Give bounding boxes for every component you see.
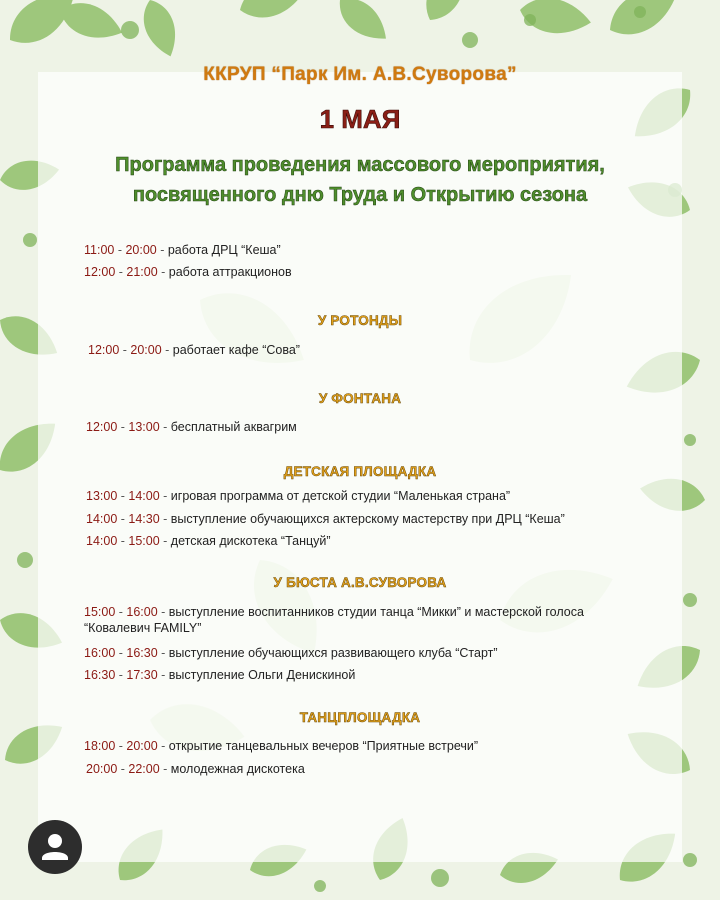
schedule-item: 20:00 - 22:00 - молодежная дискотека (86, 762, 305, 776)
schedule-item: 15:00 - 16:00 - выступление воспитанников студии танца “Микки” и мастерской голоса “Ковалевич FAMILY” (84, 605, 584, 635)
section-title-kids-area: ДЕТСКАЯ ПЛОЩАДКА (283, 464, 437, 479)
schedule-item: 16:00 - 16:30 - выступление обучающихся развивающего клуба “Старт” (84, 646, 498, 660)
schedule-item: 18:00 - 20:00 - открытие танцевальных вечеров “Приятные встречи” (84, 739, 479, 753)
section-title-fountain: У ФОНТАНА (318, 391, 402, 406)
section-title-rotunda: У РОТОНДЫ (317, 313, 403, 328)
schedule-item: 16:30 - 17:30 - выступление Ольги Денискиной (84, 668, 356, 682)
person-icon (28, 820, 82, 874)
user-avatar-icon[interactable] (28, 820, 82, 874)
schedule-item: 12:00 - 20:00 - работает кафе “Сова” (88, 343, 300, 357)
section-title-suvorov-bust: У БЮСТА А.В.СУВОРОВА (273, 575, 447, 590)
program-title-line-1: Программа проведения массового мероприятия, (115, 154, 605, 176)
program-title-line-2: посвященного дню Труда и Открытию сезона (132, 184, 588, 206)
organization-name: ККРУП “Парк Им. А.В.Суворова” (203, 64, 517, 85)
schedule-item: 14:00 - 15:00 - детская дискотека “Танцуй” (86, 534, 331, 548)
schedule-item: 14:00 - 14:30 - выступление обучающихся актерскому мастерству при ДРЦ “Кеша” (86, 512, 565, 526)
schedule-item: 12:00 - 13:00 - бесплатный аквагрим (86, 420, 297, 434)
schedule-item: 13:00 - 14:00 - игровая программа от детской студии “Маленькая страна” (86, 489, 511, 503)
section-title-dance-floor: ТАНЦПЛОЩАДКА (299, 710, 421, 725)
schedule-item: 11:00 - 20:00 - работа ДРЦ “Кеша” (84, 243, 281, 257)
program-title (40, 150, 680, 210)
schedule-item: 12:00 - 21:00 - работа аттракционов (84, 265, 292, 279)
event-date: 1 МАЯ (319, 104, 401, 134)
